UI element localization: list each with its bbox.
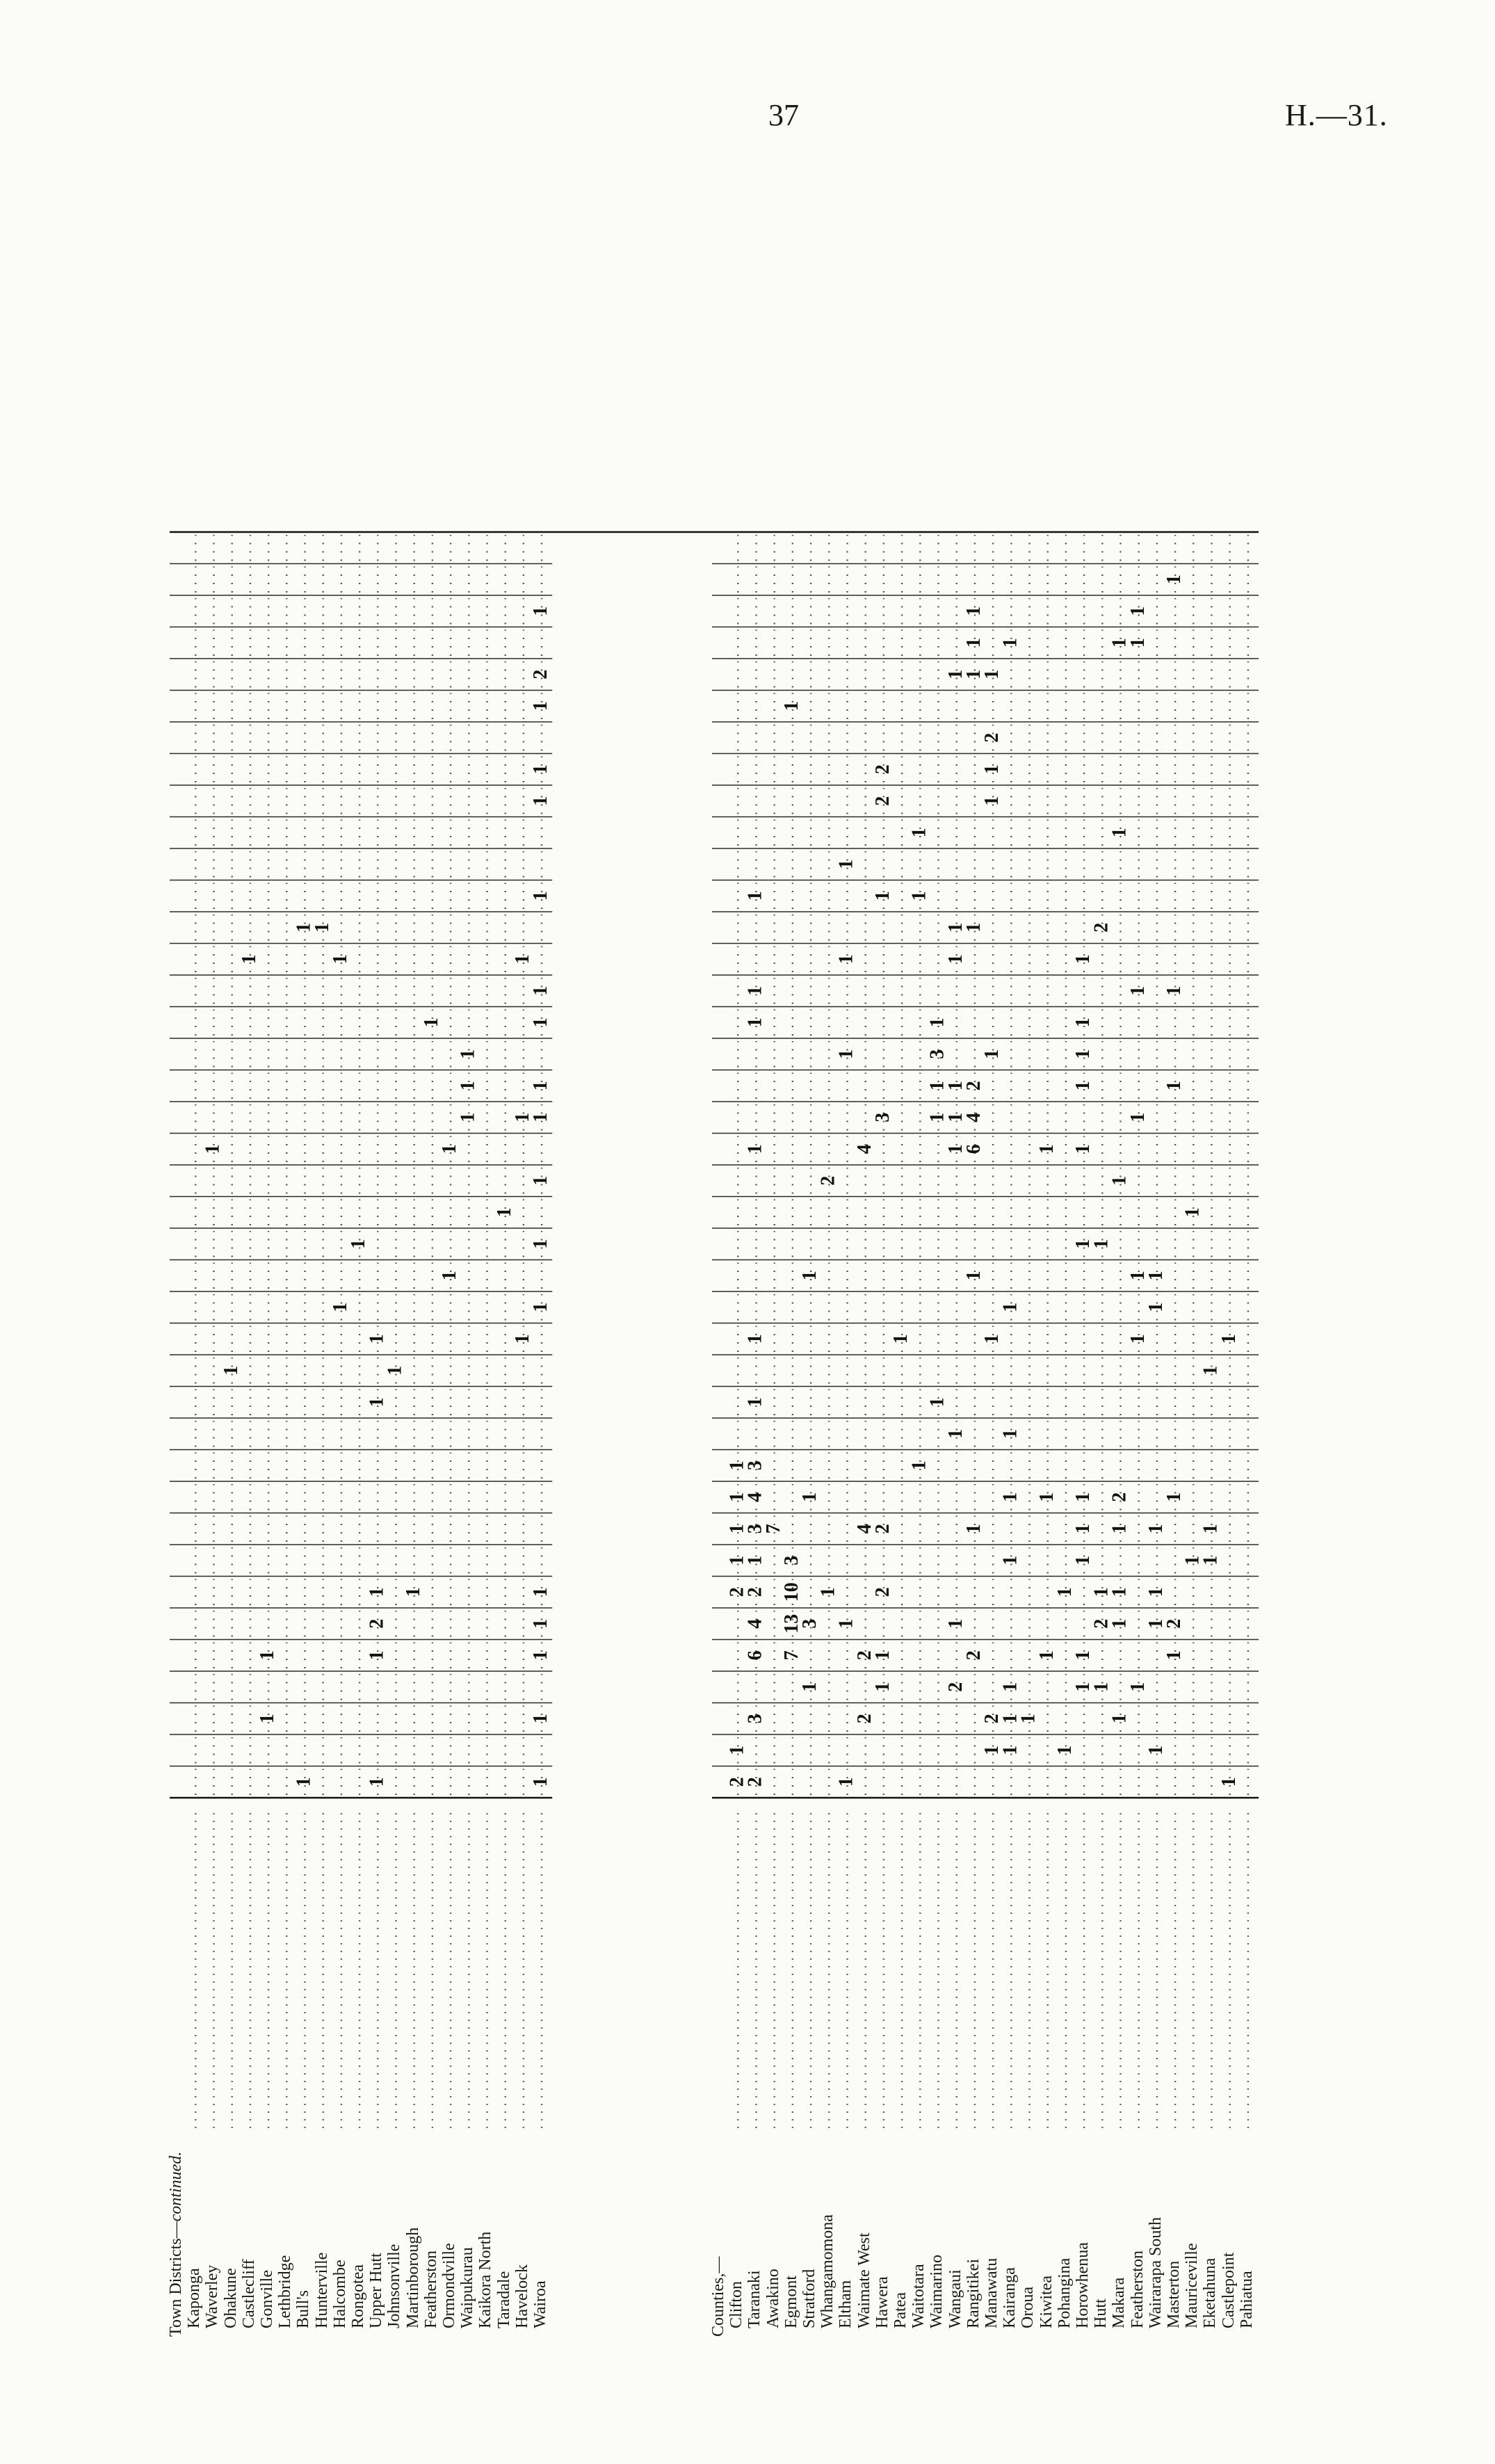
cell-value: 1 [799,1682,821,1692]
cell-value: 1 [257,1650,279,1661]
cell-value: 1 [1054,1745,1076,1755]
row-label: Featherston [421,2250,440,2328]
cell-value: 3 [926,1049,948,1059]
table-grid [167,167,1391,2337]
cell-value: 1 [1090,1239,1113,1249]
row-label: Pahiatua [1237,2271,1256,2328]
cell-value: 1 [1035,1492,1058,1502]
cell-value: 1 [1035,1650,1058,1661]
cell-value: 1 [1072,1081,1094,1091]
cell-value: 1 [999,1745,1021,1755]
row-label: Wairoa [531,2280,549,2328]
cell-value: 3 [744,1524,766,1534]
cell-value: 3 [799,1618,821,1629]
cell-value: 1 [981,796,1003,806]
cell-value: 1 [944,1618,967,1629]
cell-value: 13 [781,1613,802,1634]
cell-value: 1 [202,1144,224,1154]
cell-value: 2 [1090,922,1113,933]
statistics-table [167,167,1391,2337]
cell-value: 1 [963,1524,985,1534]
cell-value: 1 [1163,985,1186,996]
cell-value: 1 [1054,1587,1076,1597]
cell-value: 4 [853,1524,875,1534]
cell-value: 1 [1126,606,1149,616]
cell-value: 1 [890,1334,912,1344]
cell-value: 1 [1108,828,1131,838]
cell-value: 1 [1199,1524,1222,1534]
row-label: Gonville [258,2270,276,2328]
row-label: Featherston [1128,2250,1147,2328]
cell-value: 1 [530,1017,552,1028]
cell-value: 1 [944,954,967,965]
cell-value: 1 [926,1397,948,1408]
cell-value: 2 [1108,1492,1131,1502]
cell-value: 1 [872,891,894,901]
row-label: Upper Hutt [367,2253,386,2328]
cell-value: 2 [872,764,894,775]
cell-value: 1 [908,828,930,838]
cell-value: 1 [348,1239,370,1249]
cell-value: 1 [981,1334,1003,1344]
cell-value: 1 [512,1112,533,1122]
cell-value: 1 [1108,1524,1131,1534]
cell-value: 1 [1145,1745,1167,1755]
cell-value: 1 [1126,985,1149,996]
cell-value: 1 [330,954,351,965]
row-label: Pohangina [1055,2257,1074,2328]
cell-value: 1 [366,1334,388,1344]
cell-value: 1 [744,1144,766,1154]
cell-value: 1 [1108,1618,1131,1629]
cell-value: 2 [530,669,552,679]
cell-value: 1 [1035,1144,1058,1154]
cell-value: 1 [1017,1714,1040,1724]
cell-value: 1 [1181,1555,1204,1565]
cell-value: 3 [872,1112,894,1122]
cell-value: 1 [926,1112,948,1122]
cell-value: 2 [366,1618,388,1629]
cell-value: 1 [726,1555,748,1565]
cell-value: 1 [530,1587,552,1597]
cell-value: 1 [999,1302,1021,1312]
cell-value: 2 [726,1777,748,1787]
cell-value: 1 [744,985,766,996]
cell-value: 1 [981,764,1003,775]
cell-value: 1 [1126,638,1149,648]
cell-value: 4 [963,1112,985,1122]
section-heading [709,2257,727,2337]
cell-value: 1 [1126,1271,1149,1281]
cell-value: 2 [853,1650,875,1661]
cell-value: 1 [944,1112,967,1122]
row-label: Lethbridge [276,2255,295,2328]
cell-value: 1 [835,954,857,965]
row-label: Taranaki [745,2270,764,2328]
cell-value: 2 [853,1714,875,1724]
row-label: Clifton [727,2280,746,2328]
cell-value: 1 [726,1524,748,1534]
cell-value: 1 [1163,1650,1186,1661]
page-number: 37 [768,98,799,132]
cell-value: 1 [908,1460,930,1471]
cell-value: 1 [1072,1017,1094,1028]
row-label: Johnsonville [385,2244,404,2328]
cell-value: 1 [311,922,333,933]
cell-value: 6 [744,1650,766,1661]
cell-value: 2 [872,1524,894,1534]
cell-value: 1 [999,1428,1021,1439]
cell-value: 1 [872,1650,894,1661]
row-label: Waitotara [910,2264,928,2328]
section-heading-text: Counties,— [709,2256,727,2337]
row-label: Castlecliff [239,2259,258,2328]
cell-value: 6 [963,1144,985,1154]
row-label: Horowhenua [1074,2242,1092,2328]
cell-value: 1 [835,1777,857,1787]
cell-value: 1 [530,1239,552,1249]
cell-value: 1 [530,1081,552,1091]
cell-value: 1 [781,701,802,711]
cell-value: 1 [999,1714,1021,1724]
cell-value: 1 [293,1777,315,1787]
cell-value: 1 [1145,1271,1167,1281]
cell-value: 1 [799,1492,821,1502]
cell-value: 1 [530,891,552,901]
cell-value: 1 [926,1017,948,1028]
cell-value: 1 [1145,1618,1167,1629]
cell-value: 2 [963,1081,985,1091]
cell-value: 2 [872,796,894,806]
row-label: Whangamomona [818,2214,837,2328]
row-label: Awakino [763,2269,782,2328]
row-label: Waipukurau [458,2247,477,2328]
cell-value: 1 [384,1365,406,1376]
cell-value: 1 [1218,1777,1240,1787]
row-label: Martinborough [403,2227,422,2328]
cell-value: 4 [853,1144,875,1154]
cell-value: 2 [872,1587,894,1597]
cell-value: 2 [744,1777,766,1787]
cell-value: 2 [744,1587,766,1597]
cell-value: 1 [926,1081,948,1091]
cell-value: 1 [835,1049,857,1059]
cell-value: 1 [726,1745,748,1755]
cell-value: 1 [293,922,315,933]
cell-value: 1 [1163,1081,1186,1091]
row-label: Egmont [782,2276,800,2328]
cell-value: 1 [330,1302,351,1312]
row-label: Kaikora North [476,2231,495,2328]
row-label: Wairarapa South [1146,2216,1165,2328]
cell-value: 1 [402,1587,424,1597]
cell-value: 1 [1126,1112,1149,1122]
row-label: Makara [1110,2277,1129,2328]
cell-value: 1 [1072,1650,1094,1661]
cell-value: 1 [1199,1555,1222,1565]
row-label: Kairanga [1001,2267,1019,2328]
cell-value: 1 [421,1017,442,1028]
cell-value: 1 [944,1428,967,1439]
cell-value: 1 [835,1618,857,1629]
cell-value: 1 [963,606,985,616]
cell-value: 1 [944,922,967,933]
row-label: Patea [891,2292,910,2328]
cell-value: 7 [781,1650,802,1661]
cell-value: 1 [1072,1682,1094,1692]
cell-value: 1 [999,1555,1021,1565]
row-label: Taradale [494,2271,513,2328]
cell-value: 1 [908,891,930,901]
cell-value: 1 [817,1587,839,1597]
cell-value: 1 [366,1650,388,1661]
cell-value: 1 [1072,1049,1094,1059]
cell-value: 1 [1108,1587,1131,1597]
cell-value: 1 [239,954,260,965]
cell-value: 1 [999,1682,1021,1692]
cell-value: 1 [1199,1365,1222,1376]
cell-value: 3 [744,1460,766,1471]
cell-value: 1 [981,1745,1003,1755]
cell-value: 2 [963,1650,985,1661]
cell-value: 1 [530,1777,552,1787]
row-label: Stratford [800,2269,818,2328]
cell-value: 1 [1108,1714,1131,1724]
cell-value: 1 [366,1397,388,1408]
row-label: Kaponga [185,2268,204,2328]
row-label: Hutt [1092,2298,1110,2328]
row-label: Havelock [512,2264,531,2328]
row-label: Hunterville [312,2252,331,2328]
row-label: Mauriceville [1183,2243,1202,2328]
row-label: Rangitikei [964,2259,983,2328]
cell-value: 1 [1090,1682,1113,1692]
cell-value: 1 [944,1144,967,1154]
cell-value: 1 [530,1618,552,1629]
cell-value: 1 [220,1365,242,1376]
cell-value: 2 [1163,1618,1186,1629]
cell-value: 1 [530,606,552,616]
cell-value: 1 [530,1112,552,1122]
row-label: Masterton [1165,2260,1183,2328]
cell-value: 1 [1108,638,1131,648]
cell-value: 1 [512,1334,533,1344]
cell-value: 1 [1163,1492,1186,1502]
cell-value: 1 [366,1777,388,1787]
cell-value: 1 [999,638,1021,648]
cell-value: 1 [963,638,985,648]
cell-value: 1 [963,669,985,679]
cell-value: 1 [981,669,1003,679]
cell-value: 2 [726,1587,748,1597]
cell-value: 1 [799,1271,821,1281]
cell-value: 1 [1090,1587,1113,1597]
cell-value: 1 [439,1144,461,1154]
cell-value: 1 [457,1112,479,1122]
cell-value: 1 [1072,1492,1094,1502]
cell-value: 1 [744,1334,766,1344]
cell-value: 1 [439,1271,461,1281]
cell-value: 1 [944,669,967,679]
cell-value: 7 [762,1524,784,1534]
cell-value: 1 [457,1049,479,1059]
cell-value: 1 [512,954,533,965]
row-label: Ormondville [440,2243,458,2328]
cell-value: 2 [944,1682,967,1692]
cell-value: 1 [530,701,552,711]
cell-value: 2 [981,732,1003,743]
cell-value: 1 [726,1492,748,1502]
cell-value: 2 [981,1714,1003,1724]
section-heading [167,2152,185,2337]
section-heading-suffix: continued. [167,2151,185,2222]
cell-value: 1 [366,1587,388,1597]
cell-value: 1 [944,1081,967,1091]
cell-value: 1 [530,1650,552,1661]
row-label: Rongotea [349,2264,367,2328]
row-label: Manawatu [983,2257,1001,2328]
row-label: Castlepoint [1219,2252,1238,2328]
row-label: Wangaui [946,2269,964,2328]
cell-value: 2 [1090,1618,1113,1629]
cell-value: 1 [999,1492,1021,1502]
cell-value: 1 [744,1397,766,1408]
cell-value: 1 [530,1714,552,1724]
row-label: Bull's [294,2289,313,2328]
row-label: Hawera [873,2276,891,2328]
cell-value: 1 [1218,1334,1240,1344]
cell-value: 1 [530,764,552,775]
cell-value: 1 [530,985,552,996]
section-heading-text: Town Districts— [167,2221,185,2337]
cell-value: 1 [1163,574,1186,585]
cell-value: 1 [1181,1207,1204,1218]
cell-value: 3 [744,1714,766,1724]
cell-value: 1 [1145,1524,1167,1534]
cell-value: 1 [1072,1524,1094,1534]
cell-value: 1 [1072,1555,1094,1565]
cell-value: 1 [744,1555,766,1565]
cell-value: 1 [1072,1144,1094,1154]
cell-value: 1 [530,796,552,806]
cell-value: 1 [530,1302,552,1312]
cell-value: 1 [981,1049,1003,1059]
cell-value: 1 [493,1207,515,1218]
cell-value: 1 [1145,1302,1167,1312]
row-label: Halcombe [330,2260,349,2328]
cell-value: 1 [1072,954,1094,965]
row-label: Eltham [837,2280,855,2328]
cell-value: 1 [1108,1175,1131,1186]
cell-value: 2 [817,1175,839,1186]
cell-value: 1 [726,1460,748,1471]
row-label: Waimate West [855,2232,873,2328]
cell-value: 4 [744,1618,766,1629]
cell-value: 1 [1145,1587,1167,1597]
row-label: Eketahuna [1201,2257,1220,2328]
row-label: Oroua [1019,2287,1037,2328]
cell-value: 1 [963,922,985,933]
cell-value: 1 [1126,1682,1149,1692]
cell-value: 1 [1126,1334,1149,1344]
cell-value: 1 [744,891,766,901]
cell-value: 1 [457,1081,479,1091]
cell-value: 4 [744,1492,766,1502]
row-label: Waimarino [928,2254,946,2328]
cell-value: 3 [781,1555,802,1565]
cell-value: 1 [963,1271,985,1281]
cell-value: 1 [744,1017,766,1028]
row-label: Kiwitea [1037,2276,1056,2328]
row-label: Ohakune [221,2268,240,2328]
cell-value: 1 [1072,1239,1094,1249]
row-label: Waverley [203,2264,222,2328]
cell-value: 1 [257,1714,279,1724]
cell-value: 1 [530,1175,552,1186]
cell-value: 10 [781,1582,802,1602]
report-code: H.—31. [1285,98,1388,132]
cell-value: 1 [872,1682,894,1692]
cell-value: 1 [835,859,857,869]
